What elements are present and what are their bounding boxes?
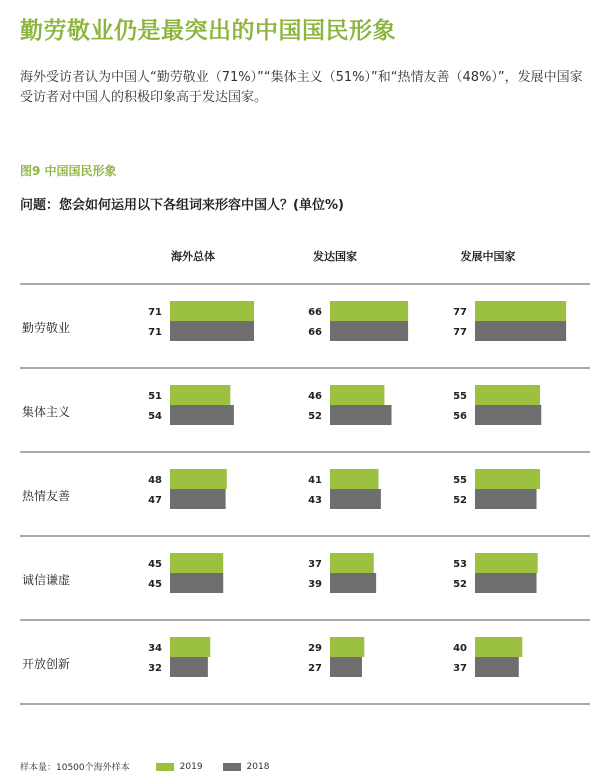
page-title: 勤劳敬业仍是最突出的中国国民形象 [20,18,396,44]
bar-2019 [475,637,522,657]
data-label-2018: 43 [308,495,322,506]
bar-2019 [170,553,223,573]
data-label-2018: 66 [308,327,322,338]
data-label-2019: 37 [308,559,322,570]
data-label-2018: 45 [148,579,162,590]
data-label-2019: 40 [453,643,467,654]
bar-2018 [475,321,566,341]
data-label-2018: 47 [148,495,162,506]
data-label-2018: 56 [453,411,467,422]
data-label-2018: 52 [453,495,467,506]
data-label-2019: 45 [148,559,162,570]
group-header: 发达国家 [313,250,357,263]
data-label-2018: 27 [308,663,322,674]
bar-2018 [170,657,208,677]
bar-2018 [330,405,392,425]
data-label-2019: 71 [148,307,162,318]
data-label-2018: 32 [148,663,162,674]
bar-2019 [330,301,408,321]
data-label-2019: 34 [148,643,162,654]
category-label: 集体主义 [22,405,71,419]
data-label-2019: 55 [453,391,467,402]
bar-2019 [475,553,538,573]
sample-size-note: 样本量：10500个海外样本 [20,763,130,773]
data-label-2019: 55 [453,475,467,486]
legend-swatch-2018 [223,763,241,771]
data-label-2018: 71 [148,327,162,338]
data-label-2019: 46 [308,391,322,402]
group-header: 海外总体 [171,250,215,263]
data-label-2019: 66 [308,307,322,318]
bar-2018 [330,573,376,593]
question-text: 问题：您会如何运用以下各组词来形容中国人？(单位%) [20,198,344,213]
bar-2019 [475,385,540,405]
intro-paragraph: 海外受访者认为中国人“勤劳敬业（71%）”“集体主义（51%）”和“热情友善（48%）”，发展中国家受访者对中国人的积极印象高于发达国家。 [20,70,583,105]
data-label-2019: 53 [453,559,467,570]
bar-2019 [330,469,379,489]
bar-2018 [475,657,519,677]
category-label: 勤劳敬业 [22,321,71,335]
bar-2018 [170,321,254,341]
figure-label: 图9 中国国民形象 [20,164,117,178]
bar-2018 [170,405,234,425]
category-label: 开放创新 [22,657,71,671]
legend [20,760,269,773]
data-label-2018: 77 [453,327,467,338]
bar-2018 [330,657,362,677]
data-label-2018: 37 [453,663,467,674]
bar-2018 [170,573,223,593]
bar-2019 [170,301,254,321]
bar-2019 [170,385,230,405]
data-label-2019: 29 [308,643,322,654]
bar-2018 [330,321,408,341]
bar-2018 [330,489,381,509]
data-label-2018: 39 [308,579,322,590]
bar-2018 [475,405,541,425]
bar-2019 [170,637,210,657]
bar-2018 [170,489,226,509]
bar-2019 [330,385,384,405]
data-label-2018: 52 [308,411,322,422]
data-label-2019: 77 [453,307,467,318]
legend-swatch-2019 [156,763,174,771]
data-label-2019: 51 [148,391,162,402]
category-label: 诚信谦虚 [22,573,71,587]
bar-2018 [475,573,537,593]
bar-2018 [475,489,537,509]
data-label-2019: 48 [148,475,162,486]
group-header: 发展中国家 [460,250,516,263]
bar-2019 [170,469,227,489]
category-label: 热情友善 [22,489,71,503]
data-label-2018: 54 [148,411,162,422]
bar-2019 [475,469,540,489]
data-label-2019: 41 [308,475,322,486]
legend-label-2018: 2018 [246,761,270,772]
legend-label-2019: 2019 [179,761,203,772]
data-label-2018: 52 [453,579,467,590]
bar-2019 [330,553,374,573]
bar-2019 [475,301,566,321]
bar-2019 [330,637,364,657]
